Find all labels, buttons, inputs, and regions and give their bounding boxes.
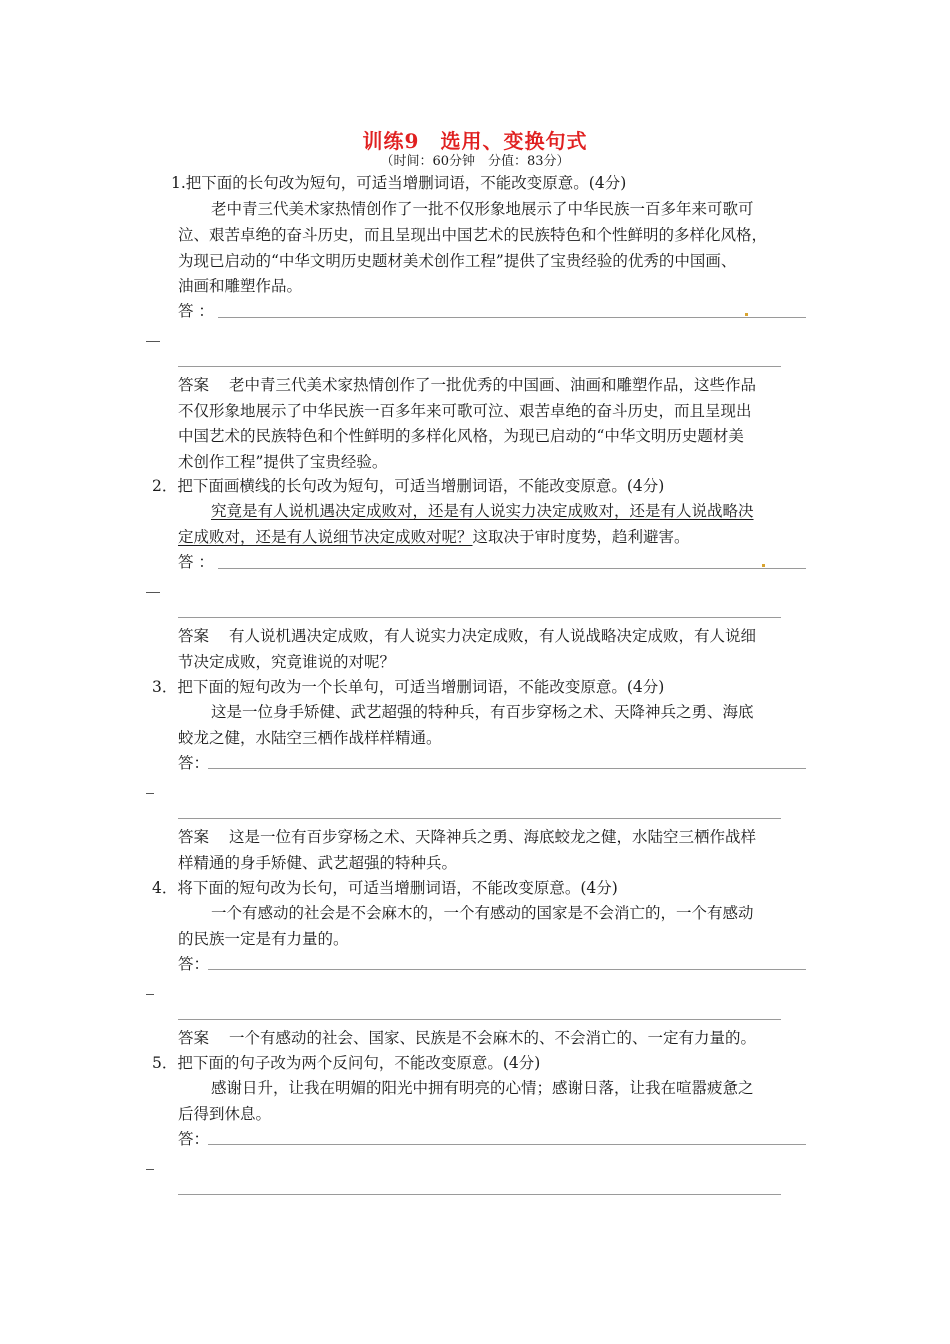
answer-prompt: 答 ： [178, 553, 214, 571]
question-5-instruction: 5．把下面的句子改为两个反问句，不能改变原意。(4分) [152, 1054, 541, 1072]
margin-dash [146, 994, 154, 995]
question-2-passage-line [178, 527, 690, 547]
answer-text-line: 节决定成败，究竟谁说的对呢？ [178, 653, 396, 671]
question-1-passage-line: 为现已启动的“中华文明历史题材美术创作工程”提供了宝贵经验的优秀的中国画、 [178, 252, 737, 270]
margin-dash [146, 592, 160, 593]
answer-text: 一个有感动的社会、国家、民族是不会麻木的、不会消亡的、一定有力量的。 [229, 1029, 757, 1047]
answer-text-line: 不仅形象地展示了中华民族一百多年来可歌可泣、艰苦卓绝的奋斗历史，而且呈现出 [178, 402, 752, 420]
question-3-passage-line: 这是一位身手矫健、武艺超强的特种兵，有百步穿杨之术、天降神兵之勇、海底 [211, 703, 754, 721]
margin-dash [146, 341, 160, 342]
answer-line[interactable] [208, 768, 806, 769]
question-2-instruction: 2．把下面画横线的长句改为短句，可适当增删词语，不能改变原意。(4分) [152, 477, 665, 495]
answer-line[interactable] [178, 1019, 781, 1020]
answer-text-line [178, 1028, 756, 1048]
page-subtitle: （时间：60分钟 分值：83分） [380, 154, 570, 169]
answer-text: 这是一位有百步穿杨之术、天降神兵之勇、海底蛟龙之健，水陆空三栖作战样 [229, 828, 757, 846]
question-4-passage-line: 的民族一定是有力量的。 [178, 930, 349, 948]
answer-line[interactable] [218, 317, 806, 318]
question-1-instruction: 1.把下面的长句改为短句，可适当增删词语，不能改变原意。(4分) [171, 174, 627, 192]
answer-text: 老中青三代美术家热情创作了一批优秀的中国画、油画和雕塑作品，这些作品 [229, 376, 757, 394]
question-4-passage-line: 一个有感动的社会是不会麻木的，一个有感动的国家是不会消亡的，一个有感动 [211, 904, 754, 922]
answer-text-line: 样精通的身手矫健、武艺超强的特种兵。 [178, 854, 458, 872]
answer-prompt: 答： [178, 754, 210, 772]
answer-line[interactable] [178, 818, 781, 819]
answer-line[interactable] [178, 366, 781, 367]
answer-text-line: 术创作工程”提供了宝贵经验。 [178, 453, 388, 471]
answer-prompt: 答 ： [178, 302, 214, 320]
answer-line[interactable] [208, 1144, 806, 1145]
question-1-passage-line: 油画和雕塑作品。 [178, 277, 303, 295]
question-5-passage-line: 后得到休息。 [178, 1105, 272, 1123]
question-1-passage-line: 泣、艰苦卓绝的奋斗历史，而且呈现出中国艺术的民族特色和个性鲜明的多样化风格， [178, 226, 768, 244]
answer-line[interactable] [178, 1194, 781, 1195]
answer-prompt: 答： [178, 1130, 210, 1148]
question-5-passage-line: 感谢日升，让我在明媚的阳光中拥有明亮的心情；感谢日落，让我在喧嚣疲惫之 [211, 1079, 754, 1097]
stray-mark [745, 313, 748, 316]
stray-mark [762, 564, 765, 567]
answer-label: 答案 [178, 627, 210, 645]
question-2-underlined-passage: 究竟是有人说机遇决定成败对，还是有人说实力决定成败对，还是有人说战略决 [211, 502, 754, 520]
question-2-passage-rest: 这取决于审时度势，趋利避害。 [472, 528, 690, 546]
answer-label: 答案 [178, 828, 210, 846]
answer-text-line: 中国艺术的民族特色和个性鲜明的多样化风格，为现已启动的“中华文明历史题材美 [178, 427, 744, 445]
answer-text: 有人说机遇决定成败，有人说实力决定成败，有人说战略决定成败，有人说细 [229, 627, 757, 645]
answer-label: 答案 [178, 376, 210, 394]
answer-text-line [178, 827, 756, 847]
question-2-underlined-passage: 定成败对，还是有人说细节决定成败对呢？ [178, 528, 473, 546]
margin-dash [146, 793, 154, 794]
answer-prompt: 答： [178, 955, 210, 973]
answer-line[interactable] [178, 617, 781, 618]
page-title: 训练9 选用、变换句式 [362, 129, 588, 153]
question-4-instruction: 4．将下面的短句改为长句，可适当增删词语，不能改变原意。(4分) [152, 879, 618, 897]
question-1-passage-line: 老中青三代美术家热情创作了一批不仅形象地展示了中华民族一百多年来可歌可 [211, 200, 754, 218]
answer-text-line [178, 375, 756, 395]
question-3-instruction: 3．把下面的短句改为一个长单句，可适当增删词语，不能改变原意。(4分) [152, 678, 665, 696]
answer-line[interactable] [218, 568, 806, 569]
question-3-passage-line: 蛟龙之健，水陆空三栖作战样样精通。 [178, 729, 442, 747]
answer-text-line [178, 626, 756, 646]
answer-line[interactable] [208, 969, 806, 970]
margin-dash [146, 1169, 154, 1170]
answer-label: 答案 [178, 1029, 210, 1047]
